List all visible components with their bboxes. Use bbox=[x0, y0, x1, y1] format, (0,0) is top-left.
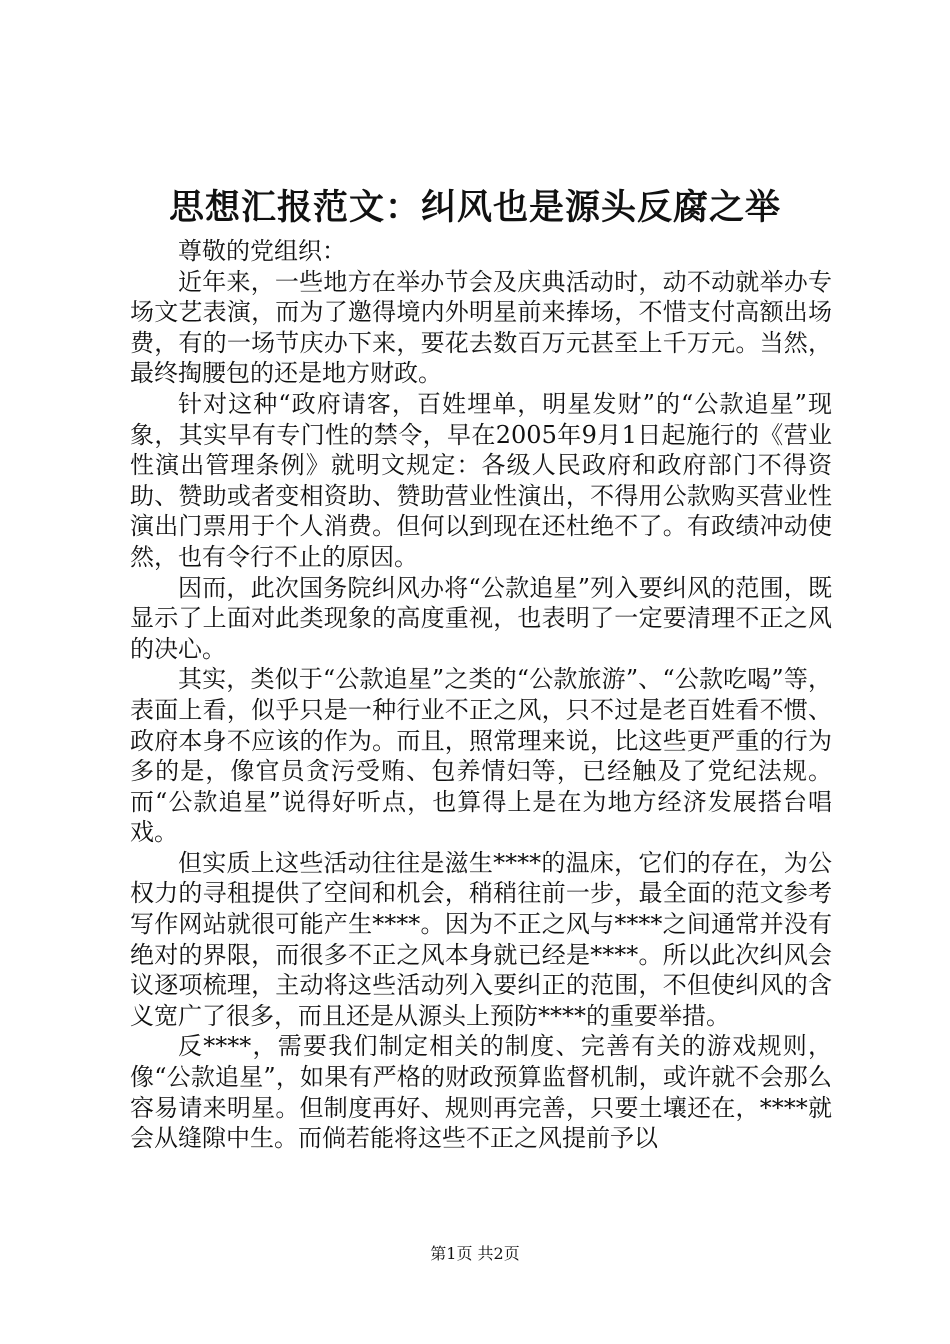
paragraph: 针对这种“政府请客，百姓埋单，明星发财”的“公款追星”现象，其实早有专门性的禁令，早在2005年9月1日起施行的《营业性演出管理条例》就明文规定：各级人民政府和政府部门不得资助、赞助或者变相资助、赞助营业性演出，不得用公款购买营业性演出门票用于个人消费。但何以到现在还杜绝不了。有政绩冲动使然，也有令行不止的原因。 bbox=[130, 389, 832, 571]
paragraph: 但实质上这些活动往往是滋生****的温床，它们的存在，为公权力的寻租提供了空间和机会，稍稍往前一步，最全面的范文参考写作网站就很可能产生****。因为不正之风与****之间通常并没有绝对的界限，而很多不正之风本身就已经是****。所以此次纠风会议逐项梳理，主动将这些活动列入要纠正的范围，不但使纠风的含义宽广了很多，而且还是从源头上预防****的重要举措。 bbox=[130, 848, 832, 1030]
salutation: 尊敬的党组织： bbox=[178, 237, 346, 265]
page-number-footer: 第1页 共2页 bbox=[430, 1244, 520, 1263]
document-title: 思想汇报范文：纠风也是源头反腐之举 bbox=[168, 187, 781, 228]
document-body bbox=[130, 236, 832, 1154]
paragraph: 其实，类似于“公款追星”之类的“公款旅游”、“公款吃喝”等，表面上看，似乎只是一种行业不正之风，只不过是老百姓看不惯、政府本身不应该的作为。而且，照常理来说，比这些更严重的行为多的是，像官员贪污受贿、包养情妇等，已经触及了党纪法规。而“公款追星”说得好听点，也算得上是在为地方经济发展搭台唱戏。 bbox=[130, 665, 832, 847]
paragraph: 因而，此次国务院纠风办将“公款追星”列入要纠风的范围，既显示了上面对此类现象的高度重视，也表明了一定要清理不正之风的决心。 bbox=[130, 573, 832, 663]
paragraph: 反****，需要我们制定相关的制度、完善有关的游戏规则，像“公款追星”，如果有严格的财政预算监督机制，或许就不会那么容易请来明星。但制度再好、规则再完善，只要土壤还在，****就会从缝隙中生。而倘若能将这些不正之风提前予以 bbox=[130, 1032, 832, 1153]
paragraph: 近年来，一些地方在举办节会及庆典活动时，动不动就举办专场文艺表演，而为了邀得境内外明星前来捧场，不惜支付高额出场费，有的一场节庆办下来，要花去数百万元甚至上千万元。当然，最终掏腰包的还是地方财政。 bbox=[130, 267, 832, 388]
